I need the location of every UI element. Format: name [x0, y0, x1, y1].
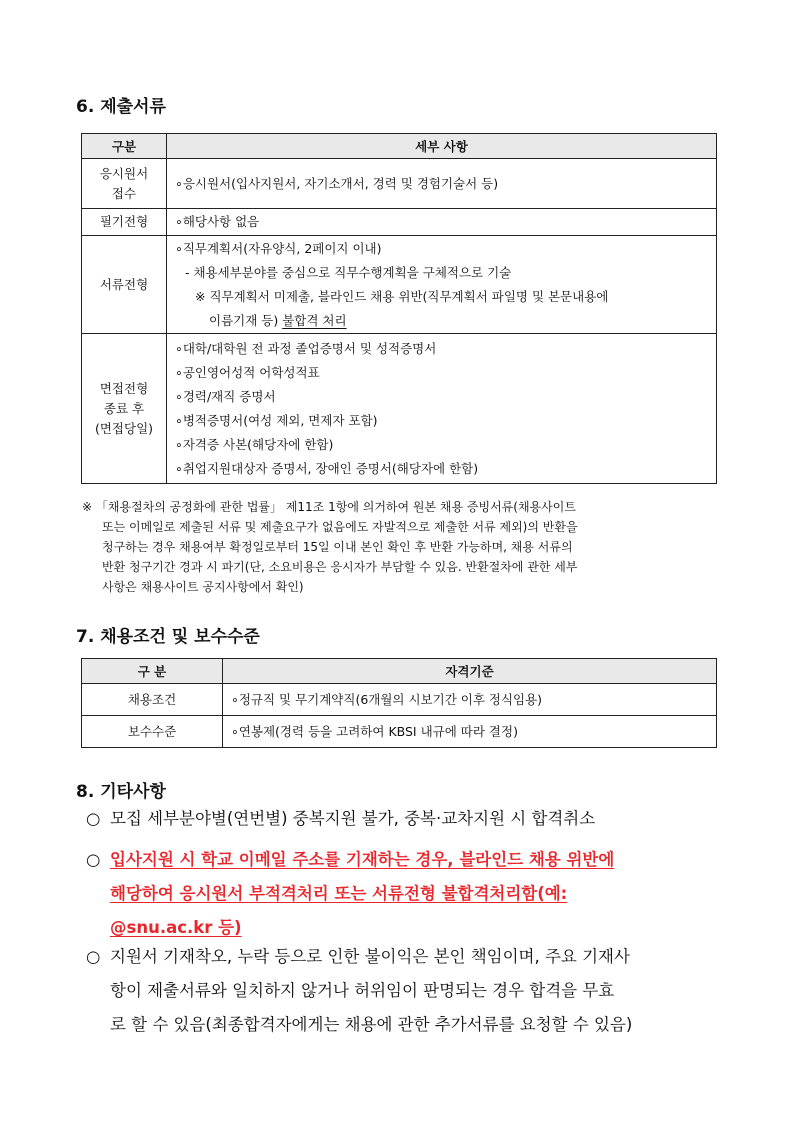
- circle-bullet-icon: ○: [86, 947, 101, 966]
- row-category: 보수수준: [82, 716, 223, 748]
- row-details: ∘정규직 및 무기계약직(6개월의 시보기간 이후 정식임용): [223, 684, 717, 716]
- row-details: ∘대학/대학원 전 과정 졸업증명서 및 성적증명서 ∘공인영어성적 어학성적표 ∘경력/재직 증명서 ∘병적증명서(여성 제외, 면제자 포함) ∘자격증 사본(해당자에 한함) ∘취업지원대상자 증명서, 장애인 증명서(해당자에 한함): [167, 334, 717, 484]
- table-row: [82, 334, 717, 484]
- row-category: 필기전형: [82, 209, 167, 236]
- table-row: [82, 716, 717, 748]
- section-7-title: 7. 채용조건 및 보수수준: [76, 627, 260, 647]
- table-header-row: [82, 659, 717, 684]
- header-category: 구 분: [82, 659, 223, 684]
- section-8-title: 8. 기타사항: [76, 782, 166, 802]
- reject-notice: 불합격 처리: [282, 312, 347, 328]
- row-category: 면접전형 종료 후 (면접당일): [82, 334, 167, 484]
- list-item-warning: ○ 입사지원 시 학교 이메일 주소를 기재하는 경우, 블라인드 채용 위반에 해당하여 응시원서 부적격처리 또는 서류전형 불합격처리함(예: @snu.ac.kr 등): [86, 843, 726, 945]
- row-details: ∘해당사항 없음: [167, 209, 717, 236]
- table-row: [82, 684, 717, 716]
- section-6-title: 6. 제출서류: [76, 97, 166, 117]
- documents-table: [81, 133, 717, 484]
- row-category: 서류전형: [82, 236, 167, 334]
- return-policy-note: ※ 「채용절차의 공정화에 관한 법률」 제11조 1항에 의거하여 원본 채용 증빙서류(채용사이트 또는 이메일로 제출된 서류 및 제출요구가 없음에도 자발적으로 제출한 서류 제외)의 반환을 청구하는 경우 채용여부 확정일로부터 15일 이내 본인 확인 후 반환 가능하며, 채용 서류의 반환 청구기간 경과 시 파기(단, 소요비용은 응시자가 부담할 수 있음. 반환절차에 관한 세부 사항은 채용사이트 공지사항에서 확인): [82, 500, 578, 594]
- row-details: ∘연봉제(경력 등을 고려하여 KBSI 내규에 따라 결정): [223, 716, 717, 748]
- circle-bullet-icon: ○: [86, 809, 101, 828]
- header-criteria: 자격기준: [223, 659, 717, 684]
- circle-bullet-icon: ○: [86, 850, 101, 869]
- table-row: [82, 209, 717, 236]
- header-details: 세부 사항: [167, 134, 717, 159]
- row-category: 응시원서 접수: [82, 159, 167, 209]
- row-category: 채용조건: [82, 684, 223, 716]
- list-item: ○ 지원서 기재착오, 누락 등으로 인한 불이익은 본인 책임이며, 주요 기재사 항이 제출서류와 일치하지 않거나 허위임이 판명되는 경우 합격을 무효 로 할 수 있음(최종합격자에게는 채용에 관한 추가서류를 요청할 수 있음): [86, 940, 726, 1042]
- table-header-row: [82, 134, 717, 159]
- table-row: [82, 236, 717, 334]
- conditions-table: [81, 658, 717, 748]
- row-details: ∘응시원서(입사지원서, 자기소개서, 경력 및 경험기술서 등): [167, 159, 717, 209]
- header-category: 구분: [82, 134, 167, 159]
- row-details: ∘직무계획서(자유양식, 2페이지 이내) - 채용세부분야를 중심으로 직무수행계획을 구체적으로 기술 ※ 직무계획서 미제출, 블라인드 채용 위반(직무계획서 파일명 및 본문내용에 이름기재 등) 불합격 처리: [167, 236, 717, 334]
- list-item: ○ 모집 세부분야별(연번별) 중복지원 불가, 중복·교차지원 시 합격취소: [86, 804, 726, 834]
- table-row: [82, 159, 717, 209]
